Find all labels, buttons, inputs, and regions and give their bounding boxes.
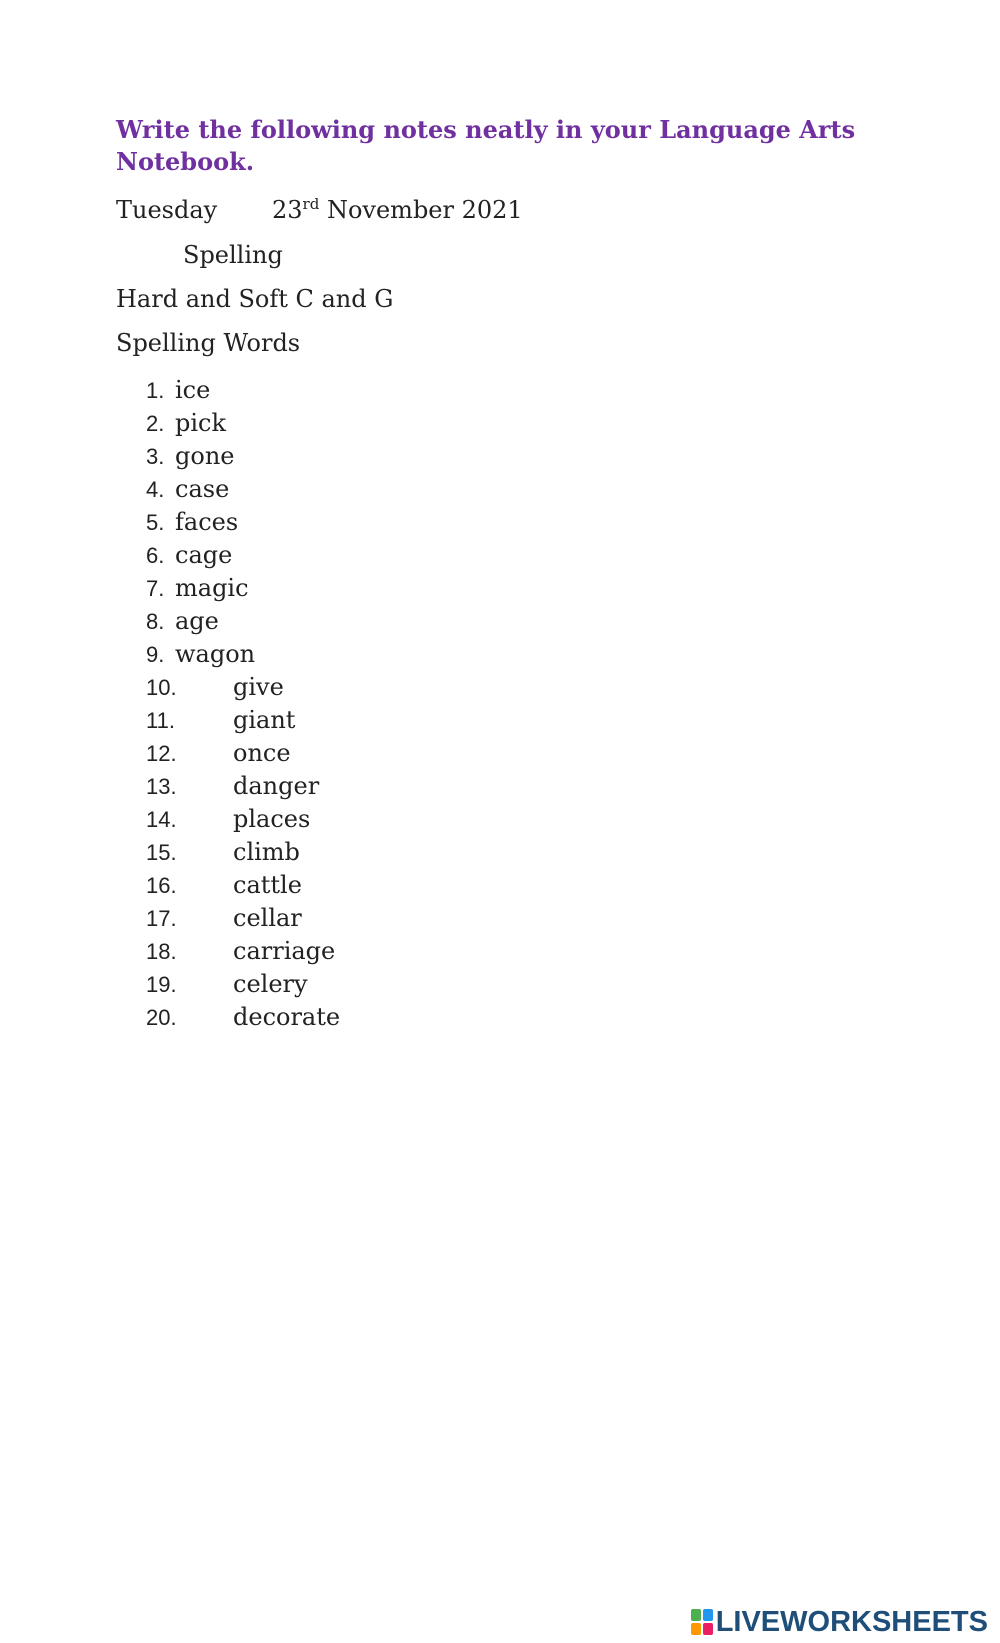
spelling-word-number: 7. bbox=[146, 576, 165, 601]
date-month-year: November 2021 bbox=[326, 196, 523, 224]
spelling-word-item bbox=[0, 803, 600, 836]
spelling-word-number: 4. bbox=[146, 477, 165, 502]
spelling-word-item bbox=[0, 374, 600, 407]
spelling-word: faces bbox=[175, 508, 239, 536]
spelling-word: places bbox=[233, 805, 311, 833]
spelling-word-number: 9. bbox=[146, 642, 165, 667]
spelling-word-number: 16. bbox=[146, 873, 177, 898]
spelling-word-item bbox=[0, 1001, 600, 1034]
spelling-word-item bbox=[0, 506, 600, 539]
spelling-word: decorate bbox=[233, 1003, 341, 1031]
spelling-word: danger bbox=[233, 772, 320, 800]
liveworksheets-logo-icon bbox=[691, 1609, 713, 1635]
spelling-word-list bbox=[0, 374, 600, 1034]
spelling-word-item bbox=[0, 935, 600, 968]
spelling-word: age bbox=[175, 607, 219, 635]
spelling-word-number: 20. bbox=[146, 1005, 177, 1030]
logo-square-2 bbox=[703, 1609, 713, 1621]
spelling-word: magic bbox=[175, 574, 249, 602]
spelling-word-item bbox=[0, 638, 600, 671]
topic-heading: Hard and Soft C and G bbox=[116, 285, 394, 313]
spelling-word: give bbox=[233, 673, 284, 701]
date-ordinal-suffix: rd bbox=[302, 195, 320, 213]
date-day: Tuesday bbox=[116, 196, 218, 224]
spelling-word-item bbox=[0, 770, 600, 803]
liveworksheets-brand bbox=[691, 1605, 988, 1639]
spelling-word: cage bbox=[175, 541, 233, 569]
spelling-words-heading: Spelling Words bbox=[116, 329, 301, 357]
spelling-word-number: 13. bbox=[146, 774, 177, 799]
spelling-word-number: 8. bbox=[146, 609, 165, 634]
spelling-word: carriage bbox=[233, 937, 336, 965]
spelling-word-item bbox=[0, 902, 600, 935]
spelling-word-item bbox=[0, 836, 600, 869]
date-day-number: 23 bbox=[272, 196, 303, 224]
spelling-word-item bbox=[0, 869, 600, 902]
spelling-word: cellar bbox=[233, 904, 302, 932]
spelling-word-number: 12. bbox=[146, 741, 177, 766]
spelling-word: wagon bbox=[175, 640, 256, 668]
spelling-word: case bbox=[175, 475, 230, 503]
subject-heading: Spelling bbox=[183, 241, 283, 269]
spelling-word-number: 3. bbox=[146, 444, 165, 469]
spelling-word: celery bbox=[233, 970, 308, 998]
spelling-word: climb bbox=[233, 838, 300, 866]
spelling-word-item bbox=[0, 671, 600, 704]
spelling-word-number: 1. bbox=[146, 378, 165, 403]
spelling-word-item bbox=[0, 407, 600, 440]
spelling-word-number: 14. bbox=[146, 807, 177, 832]
spelling-word-number: 19. bbox=[146, 972, 177, 997]
date-full bbox=[272, 195, 523, 225]
spelling-word-number: 17. bbox=[146, 906, 177, 931]
spelling-word-number: 18. bbox=[146, 939, 177, 964]
spelling-word-number: 6. bbox=[146, 543, 165, 568]
spelling-word-item bbox=[0, 968, 600, 1001]
spelling-word-item bbox=[0, 572, 600, 605]
spelling-word-item bbox=[0, 539, 600, 572]
spelling-word: pick bbox=[175, 409, 227, 437]
spelling-word: once bbox=[233, 739, 291, 767]
logo-square-3 bbox=[691, 1623, 701, 1635]
spelling-word-item bbox=[0, 473, 600, 506]
spelling-word-number: 15. bbox=[146, 840, 177, 865]
brand-name: LIVEWORKSHEETS bbox=[715, 1605, 988, 1638]
spelling-word: ice bbox=[175, 376, 211, 404]
spelling-word-number: 2. bbox=[146, 411, 165, 436]
spelling-word-number: 11. bbox=[146, 708, 175, 733]
spelling-word-item bbox=[0, 737, 600, 770]
spelling-word-number: 5. bbox=[146, 510, 165, 535]
spelling-word-item bbox=[0, 704, 600, 737]
spelling-word: cattle bbox=[233, 871, 302, 899]
spelling-word: gone bbox=[175, 442, 235, 470]
spelling-word-item bbox=[0, 605, 600, 638]
logo-square-4 bbox=[703, 1623, 713, 1635]
spelling-word-number: 10. bbox=[146, 675, 177, 700]
spelling-word-item bbox=[0, 440, 600, 473]
spelling-word: giant bbox=[233, 706, 296, 734]
logo-square-1 bbox=[691, 1609, 701, 1621]
instruction-text: Write the following notes neatly in your Language Arts Notebook. bbox=[116, 115, 856, 176]
